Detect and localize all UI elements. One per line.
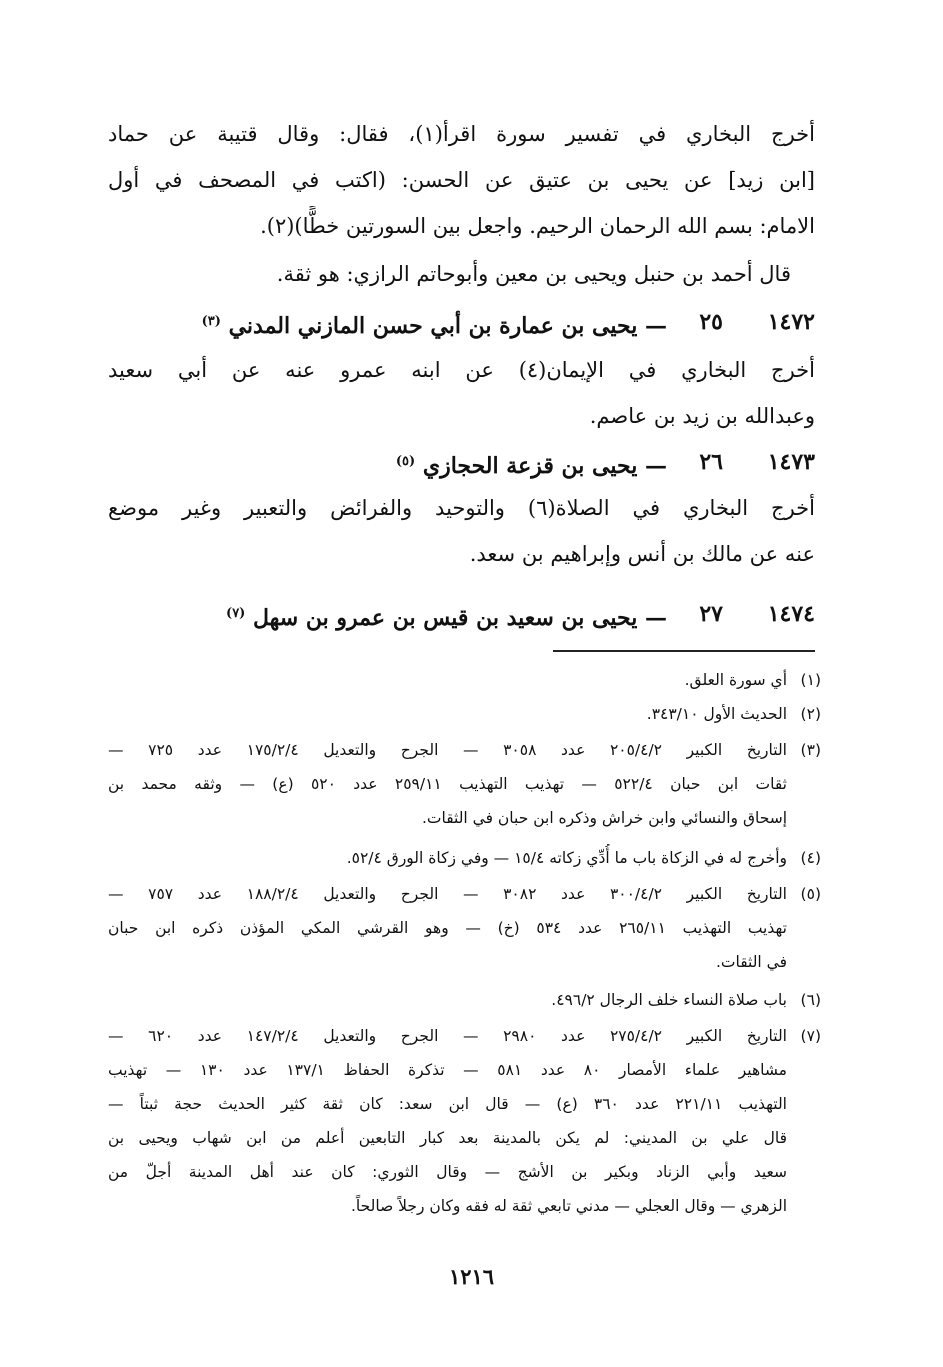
footnote-line: التهذيب ٢٢١/١١ عدد ٣٦٠ (ع) — قال ابن سعد: كان ثقة كثير الحديث حجة ثبتاً — [108,1095,787,1113]
footnote-line: إسحاق والنسائي وابن خراش وذكره ابن حبان في الثقات. [421,809,787,827]
entry-name-text: — يحيى بن عمارة بن أبي حسن المازني المدني [228,313,667,339]
footnote-line: تهذيب التهذيب ٢٦٥/١١ عدد ٥٣٤ (خ) — وهو القرشي المكي المؤذن ذكره ابن حبان [108,919,787,937]
entry-number: ١٤٧٣ [767,449,815,475]
body-line: وعبدالله بن زيد بن عاصم. [589,404,815,428]
footnote-line: قال علي بن المديني: لم يكن بالمدينة بعد كبار التابعين أعلم من ابن شهاب ويحيى بن [108,1129,787,1147]
footnote-line: سعيد وأبي الزناد وبكير بن الأشج — وقال الثوري: كان عند أهل المدينة أجلّ من [108,1163,787,1181]
body-line: عنه عن مالك بن أنس وإبراهيم بن سعد. [469,542,815,566]
footnote-line: أي سورة العلق. [684,671,787,689]
entry-sequence: ٢٥ [699,309,723,335]
entry-heading-1473 [108,442,815,486]
footnote-4 [108,844,821,874]
entry-name [226,594,667,638]
footnote-line: في الثقات. [715,953,787,971]
footnote-3 [108,736,821,836]
footnote-line: التاريخ الكبير ٢٧٥/٤/٢ عدد ٢٩٨٠ — الجرح والتعديل ١٤٧/٢/٤ عدد ٦٢٠ — [108,1027,787,1045]
body-line: أخرج البخاري في الإيمان(٤) عن ابنه عمرو عنه عن أبي سعيد [108,358,815,382]
footnote-line: وأخرج له في الزكاة باب ما أُدِّي زكاته ١٥/٤ — وفي زكاة الورق ٥٢/٤. [346,849,787,867]
entry-heading-1474 [108,594,815,638]
entry-name [396,442,667,486]
footnote-number: (٧) [800,1027,821,1045]
footnote-separator [553,650,815,652]
footnote-6 [108,986,821,1016]
footnote-2 [108,700,821,730]
entry-sequence: ٢٦ [699,449,723,475]
footnote-line: باب صلاة النساء خلف الرجال ٤٩٦/٢. [551,991,787,1009]
footnote-number: (٦) [800,991,821,1009]
footnote-number: (١) [800,671,821,689]
footnote-ref: (٣) [201,314,221,329]
body-line: قال أحمد بن حنبل ويحيى بن معين وأبوحاتم الرازي: هو ثقة. [276,262,791,286]
entry-number: ١٤٧٤ [767,601,815,627]
footnote-7 [108,1022,821,1232]
footnote-number: (٢) [800,705,821,723]
body-line: أخرج البخاري في تفسير سورة اقرأ(١)، فقال: وقال قتيبة عن حماد [108,122,815,146]
page-number: ١٢١٦ [448,1264,495,1289]
entry-heading-1472 [108,302,815,346]
footnote-1 [108,666,821,696]
footnote-ref: (٧) [226,606,246,621]
body-line: [ابن زيد] عن يحيى بن عتيق عن الحسن: (اكتب في المصحف في أول [108,168,815,192]
entry-name [202,302,667,346]
footnote-line: ثقات ابن حبان ٥٢٢/٤ — تهذيب التهذيب ٢٥٩/١١ عدد ٥٢٠ (ع) — وثقه محمد بن [108,775,787,793]
footnote-line: التاريخ الكبير ٣٠٠/٤/٢ عدد ٣٠٨٢ — الجرح والتعديل ١٨٨/٢/٤ عدد ٧٥٧ — [108,885,787,903]
footnote-number: (٣) [800,741,821,759]
footnote-line: الزهري — وقال العجلي — مدني تابعي ثقة له فقه وكان رجلاً صالحاً. [350,1197,787,1215]
body-line: أخرج البخاري في الصلاة(٦) والتوحيد والفرائض والتعبير وغير موضع [108,496,815,520]
entry-name-text: — يحيى بن قزعة الحجازي [422,453,667,479]
body-line: الامام: بسم الله الرحمان الرحيم. واجعل بين السورتين خطًّا)(٢). [260,214,815,238]
footnote-number: (٤) [800,849,821,867]
entry-sequence: ٢٧ [699,601,723,627]
footnote-line: الحديث الأول ٣٤٣/١٠. [646,705,787,723]
entry-number: ١٤٧٢ [767,309,815,335]
entry-name-text: — يحيى بن سعيد بن قيس بن عمرو بن سهل [253,605,667,631]
footnote-5 [108,880,821,980]
footnote-line: التاريخ الكبير ٢٠٥/٤/٢ عدد ٣٠٥٨ — الجرح والتعديل ١٧٥/٢/٤ عدد ٧٢٥ — [108,741,787,759]
footnote-ref: (٥) [395,454,416,469]
footnote-line: مشاهير علماء الأمصار ٨٠ عدد ٥٨١ — تذكرة الحفاظ ١٣٧/١ عدد ١٣٠ — تهذيب [108,1061,787,1079]
footnote-number: (٥) [800,885,821,903]
